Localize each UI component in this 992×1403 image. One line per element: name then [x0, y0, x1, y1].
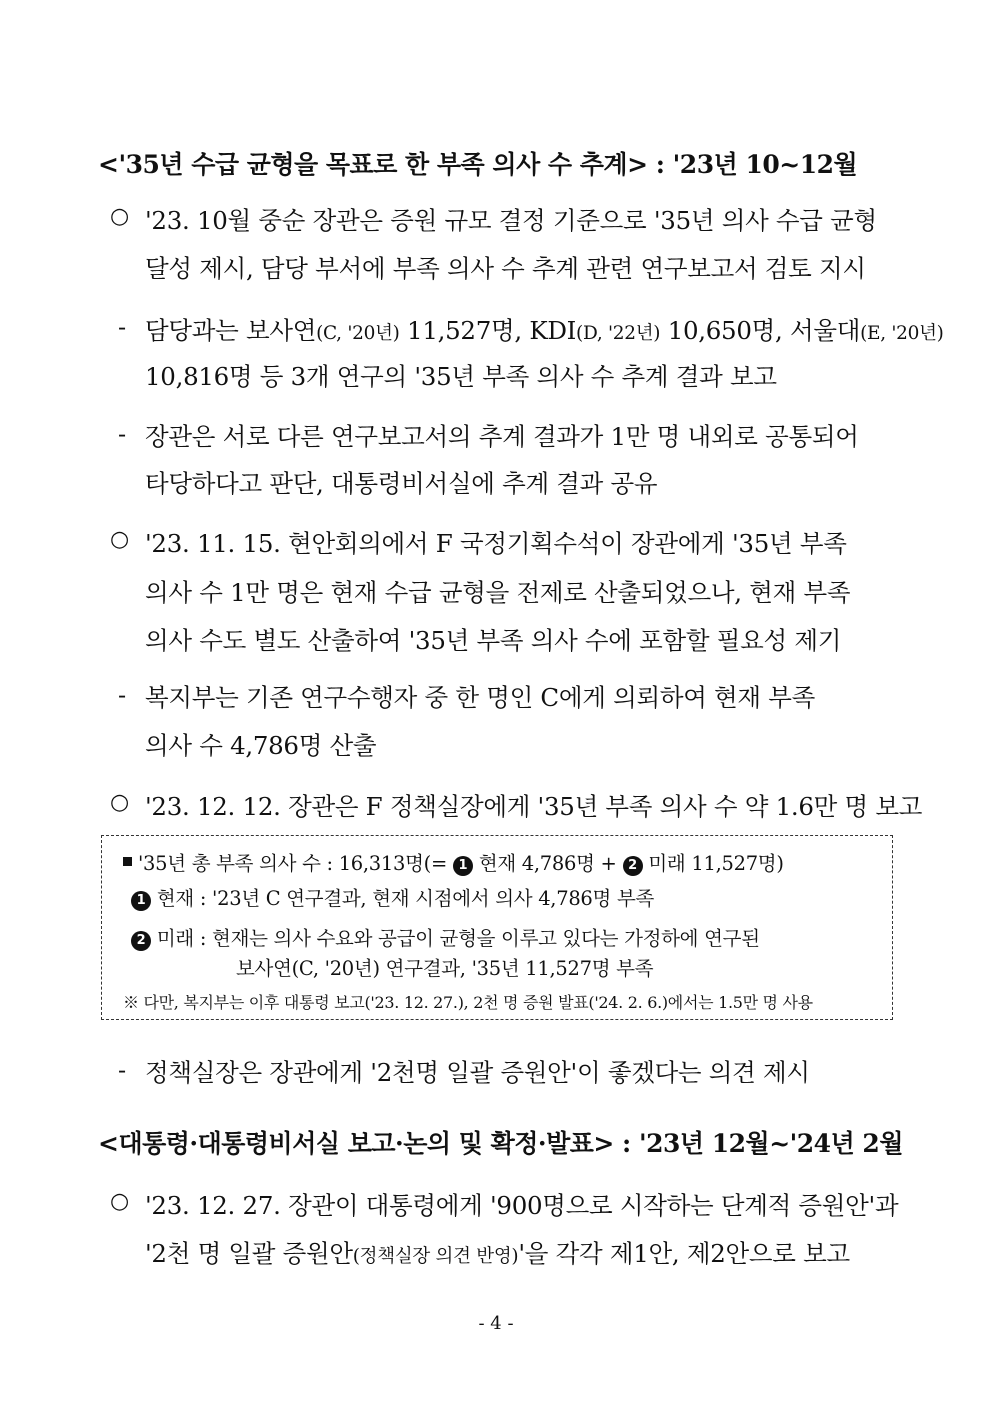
circled-number-1-icon: 1: [453, 856, 473, 876]
text-run-small: (C, '20년): [316, 323, 400, 344]
text-run: 미래 : 현재는 의사 수요와 공급이 균형을 이루고 있다는 가정하에 연구된: [151, 927, 760, 950]
text-run: 현재 4,786명 +: [472, 852, 623, 875]
text-run: 현재 : '23년 C 연구결과, 현재 시점에서 의사 4,786명 부족: [151, 887, 655, 910]
section-heading-presidential-report: <대통령·대통령비서실 보고·논의 및 확정·발표> : '23년 12월~'24년 2월: [98, 1129, 903, 1158]
text-run-small: (정책실장 의견 반영): [352, 1246, 519, 1267]
text-run: 11,527명, KDI: [399, 316, 577, 345]
bullet-circle: ○: [110, 204, 130, 229]
text-run: '2천 명 일괄 증원안: [145, 1239, 353, 1268]
page-number: - 4 -: [478, 1313, 514, 1334]
text-run: '35년 총 부족 의사 수 : 16,313명(=: [138, 852, 453, 875]
bullet-dash: -: [118, 681, 127, 709]
paragraph-line: '23. 12. 12. 장관은 F 정책실장에게 '35년 부족 의사 수 약 1.6만 명 보고: [145, 792, 923, 821]
bullet-dash: -: [118, 313, 127, 341]
bullet-circle: ○: [110, 790, 130, 815]
box-line-future: [131, 923, 760, 951]
text-run: 10,650명, 서울대: [660, 316, 861, 345]
bullet-dash: -: [118, 420, 127, 448]
text-run-small: (D, '22년): [576, 323, 661, 344]
bullet-circle: ○: [110, 1189, 130, 1214]
square-bullet-icon: [123, 857, 132, 866]
circled-number-2-icon: 2: [131, 931, 151, 951]
section-heading-deficit-estimate: <'35년 수급 균형을 목표로 한 부족 의사 수 추계> : '23년 10~12월: [98, 150, 858, 179]
bullet-circle: ○: [110, 527, 130, 552]
paragraph-line: [145, 312, 944, 347]
text-run: '을 각각 제1안, 제2안으로 보고: [518, 1239, 850, 1268]
circled-number-2-icon: 2: [623, 856, 643, 876]
text-run: 담당과는 보사연: [145, 316, 317, 345]
text-run-small: (E, '20년): [860, 323, 944, 344]
box-line-current: [131, 883, 654, 911]
bullet-dash: -: [118, 1056, 127, 1084]
paragraph-line: 10,816명 등 3개 연구의 '35년 부족 의사 수 추계 결과 보고: [145, 362, 777, 391]
paragraph-line: 의사 수 1만 명은 현재 수급 균형을 전제로 산출되었으나, 현재 부족: [145, 578, 851, 607]
paragraph-line: 복지부는 기존 연구수행자 중 한 명인 C에게 의뢰하여 현재 부족: [145, 683, 816, 712]
text-run: 미래 11,527명): [642, 852, 784, 875]
paragraph-line: 정책실장은 장관에게 '2천명 일괄 증원안'이 좋겠다는 의견 제시: [145, 1058, 810, 1087]
box-line-future-cont: 보사연(C, '20년) 연구결과, '35년 11,527명 부족: [236, 957, 654, 980]
circled-number-1-icon: 1: [131, 891, 151, 911]
paragraph-line: '23. 12. 27. 장관이 대통령에게 '900명으로 시작하는 단계적 증원안'과: [145, 1191, 899, 1220]
box-note: ※ 다만, 복지부는 이후 대통령 보고('23. 12. 27.), 2천 명 증원 발표('24. 2. 6.)에서는 1.5만 명 사용: [123, 993, 813, 1012]
box-line-total: [123, 848, 784, 876]
paragraph-line: 장관은 서로 다른 연구보고서의 추계 결과가 1만 명 내외로 공통되어: [145, 422, 859, 451]
paragraph-line: 달성 제시, 담당 부서에 부족 의사 수 추계 관련 연구보고서 검토 지시: [145, 254, 866, 283]
paragraph-line: 타당하다고 판단, 대통령비서실에 추계 결과 공유: [145, 469, 658, 498]
paragraph-line: '23. 11. 15. 현안회의에서 F 국정기획수석이 장관에게 '35년 부족: [145, 529, 847, 558]
paragraph-line: '23. 10월 중순 장관은 증원 규모 결정 기준으로 '35년 의사 수급 균형: [145, 206, 877, 235]
paragraph-line: [145, 1235, 850, 1270]
paragraph-line: 의사 수도 별도 산출하여 '35년 부족 의사 수에 포함할 필요성 제기: [145, 626, 842, 655]
paragraph-line: 의사 수 4,786명 산출: [145, 731, 377, 760]
